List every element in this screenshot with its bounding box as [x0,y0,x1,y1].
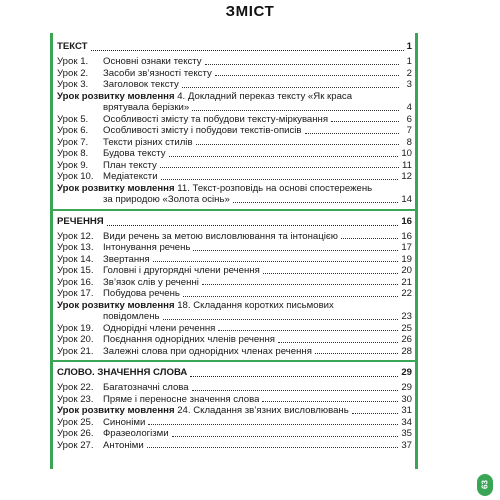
toc-entry[interactable] [57,346,412,358]
entry-page-number: 26 [401,334,412,345]
lesson-number: Урок 26. [57,428,94,439]
toc-entry[interactable] [57,231,412,243]
section-heading[interactable] [57,40,412,54]
entry-page-number: 1 [406,56,412,67]
entry-page-number: 22 [401,288,412,299]
dot-leader [278,342,398,343]
dot-leader [91,50,404,51]
lesson-title: Основні ознаки тексту [103,56,202,67]
lesson-title: Антоніми [103,439,144,451]
toc-entry[interactable] [57,417,412,429]
lesson-title: Види речень за метою висловлювання та інтонацією [103,230,338,242]
section-page-number: 16 [401,215,412,227]
lesson-title: Заголовок тексту [103,79,179,90]
toc-entry[interactable] [57,265,412,277]
entry-page-number: 4 [406,102,412,113]
lesson-number: Урок 2. [57,67,89,79]
lesson-title: Особливості змісту та побудови тексту-міркування [103,113,329,125]
toc-entry[interactable] [57,125,412,137]
lesson-title: Засоби зв’язності тексту [103,67,212,79]
lesson-title: повідомлень [103,311,160,322]
entry-page-number: 23 [401,311,412,322]
entry-page-number: 7 [406,125,412,136]
section-page-number: 29 [401,367,412,378]
toc-entry[interactable] [57,114,412,126]
section-heading[interactable] [57,215,412,229]
entry-page-number: 2 [406,67,412,79]
entry-page-number: 37 [401,439,412,451]
lesson-title [57,300,334,312]
lesson-title [57,183,372,195]
lesson-number: Урок 6. [57,125,89,136]
speech-lesson-label: Урок розвитку мовлення [57,90,175,102]
speech-lesson-label: Урок розвитку мовлення [57,182,175,194]
toc-entry[interactable] [57,56,412,68]
lesson-title-text: 4. Докладний переказ тексту «Як краса [174,90,353,102]
toc-entry[interactable] [57,148,412,160]
lesson-number: Урок 25. [57,416,94,428]
toc-entry[interactable] [57,160,412,172]
lesson-number: Урок 23. [57,393,94,405]
speech-lesson-label: Урок розвитку мовлення [57,405,175,416]
dot-leader [153,261,399,262]
toc-entry[interactable] [57,254,412,266]
lesson-title: Поєднання однорідних членів речення [103,334,275,345]
lesson-title: врятувала берізки» [103,102,190,113]
dot-leader [263,273,399,274]
lesson-number: Урок 10. [57,171,94,182]
entry-page-number: 14 [401,194,412,205]
dot-leader [193,250,398,251]
lesson-title: Пряме і переносне значення слова [103,393,260,405]
dot-leader [192,110,399,111]
lesson-title [57,91,352,103]
lesson-title: План тексту [103,159,157,171]
lesson-number: Урок 16. [57,276,94,288]
dot-leader [352,413,399,414]
section-title: ТЕКСТ [57,41,88,52]
toc-entry[interactable] [57,68,412,80]
lesson-number: Урок 17. [57,288,94,299]
toc-entry[interactable] [57,288,412,300]
dot-leader [192,390,399,391]
toc-entry[interactable] [57,79,412,91]
dot-leader [148,424,398,425]
entry-page-number: 6 [406,113,412,125]
dot-leader [163,319,399,320]
entry-page-number: 12 [401,171,412,182]
dot-leader [183,296,398,297]
lesson-number: Урок 13. [57,242,94,253]
toc-entry[interactable] [57,428,412,440]
lesson-title-text: 24. Складання зв’язних висловлювань [174,405,349,416]
dot-leader [341,238,398,239]
lesson-title: Особливості змісту і побудови текстів-описів [103,125,302,136]
dot-leader [262,401,398,402]
lesson-title: Побудова речень [103,288,180,299]
entry-page-number: 34 [401,416,412,428]
lesson-title: Синоніми [103,416,146,428]
entry-page-number: 17 [401,242,412,253]
lesson-number: Урок 14. [57,253,94,265]
lesson-title-text: 11. Текст-розповідь на основі спостережень [174,182,373,194]
lesson-number: Урок 9. [57,159,89,171]
dot-leader [196,144,399,145]
toc-entry[interactable] [57,394,412,406]
dot-leader [215,75,399,76]
section-title: РЕЧЕННЯ [57,215,104,227]
entry-page-number: 29 [401,382,412,393]
entry-page-number: 10 [401,148,412,159]
lesson-number: Урок 21. [57,345,94,357]
toc-entry[interactable] [57,91,412,103]
entry-page-number: 28 [401,345,412,357]
toc-entry[interactable] [57,171,412,183]
lesson-title-text: 18. Складання коротких письмових [174,299,334,311]
toc-entry[interactable] [57,323,412,335]
entry-page-number: 19 [401,253,412,265]
section-page-number: 1 [406,41,412,52]
toc-entry[interactable] [57,194,412,206]
toc-entry[interactable] [57,382,412,394]
section-divider [53,209,415,211]
lesson-title: Головні і другорядні члени речення [103,265,260,276]
dot-leader [172,436,399,437]
speech-lesson-label: Урок розвитку мовлення [57,299,175,311]
lesson-number: Урок 7. [57,136,89,148]
toc-entry[interactable] [57,242,412,254]
lesson-title: Залежні слова при однорідних членах речення [103,345,312,357]
section-title: СЛОВО. ЗНАЧЕННЯ СЛОВА [57,367,188,378]
lesson-number: Урок 20. [57,334,94,345]
lesson-title [57,405,349,417]
dot-leader [205,64,399,65]
dot-leader [331,121,399,122]
dot-leader [202,284,398,285]
lesson-title: Зв’язок слів у реченні [103,276,199,288]
lesson-number: Урок 12. [57,230,94,242]
lesson-title: Тексти різних стилів [103,136,193,148]
toc-entry[interactable] [57,183,412,195]
lesson-title: Інтонування речень [103,242,191,253]
dot-leader [147,447,399,448]
entry-page-number: 31 [401,405,412,416]
dot-leader [305,133,399,134]
lesson-number: Урок 27. [57,439,94,451]
lesson-title: Медіатексти [103,171,158,182]
dot-leader [218,330,398,331]
entry-page-number: 30 [401,393,412,405]
lesson-number: Урок 22. [57,382,94,393]
entry-page-number: 21 [401,276,412,288]
entry-page-number: 25 [401,322,412,334]
lesson-number: Урок 15. [57,265,94,276]
lesson-title: Багатозначні слова [103,382,189,393]
section-divider [53,360,415,362]
dot-leader [182,87,399,88]
lesson-number: Урок 8. [57,148,89,159]
lesson-number: Урок 19. [57,322,94,334]
lesson-number: Урок 1. [57,56,89,67]
lesson-number: Урок 3. [57,79,89,90]
entry-page-number: 35 [401,428,412,439]
lesson-title: за природою «Золота осінь» [103,194,230,205]
page-number-badge: 63 [477,474,493,496]
dot-leader [233,202,399,203]
entry-page-number: 16 [401,230,412,242]
toc-entry[interactable] [57,102,412,114]
toc-entry[interactable] [57,300,412,312]
toc-entry[interactable] [57,277,412,289]
lesson-title: Фразеологізми [103,428,169,439]
dot-leader [107,225,399,226]
entry-page-number: 3 [406,79,412,90]
entry-page-number: 8 [406,136,412,148]
lesson-title: Звертання [103,253,150,265]
table-of-contents [50,33,418,469]
section-heading[interactable] [57,366,412,380]
entry-page-number: 11 [402,159,412,171]
dot-leader [169,156,399,157]
toc-entry[interactable] [57,405,412,417]
dot-leader [315,353,398,354]
dot-leader [161,179,399,180]
lesson-title: Однорідні члени речення [103,322,216,334]
toc-entry[interactable] [57,311,412,323]
toc-entry[interactable] [57,137,412,149]
toc-entry[interactable] [57,440,412,452]
page-title: ЗМІСТ [225,3,275,20]
toc-entry[interactable] [57,334,412,346]
dot-leader [160,167,399,168]
entry-page-number: 20 [401,265,412,276]
lesson-title: Будова тексту [103,148,166,159]
dot-leader [190,376,398,377]
lesson-number: Урок 5. [57,113,89,125]
